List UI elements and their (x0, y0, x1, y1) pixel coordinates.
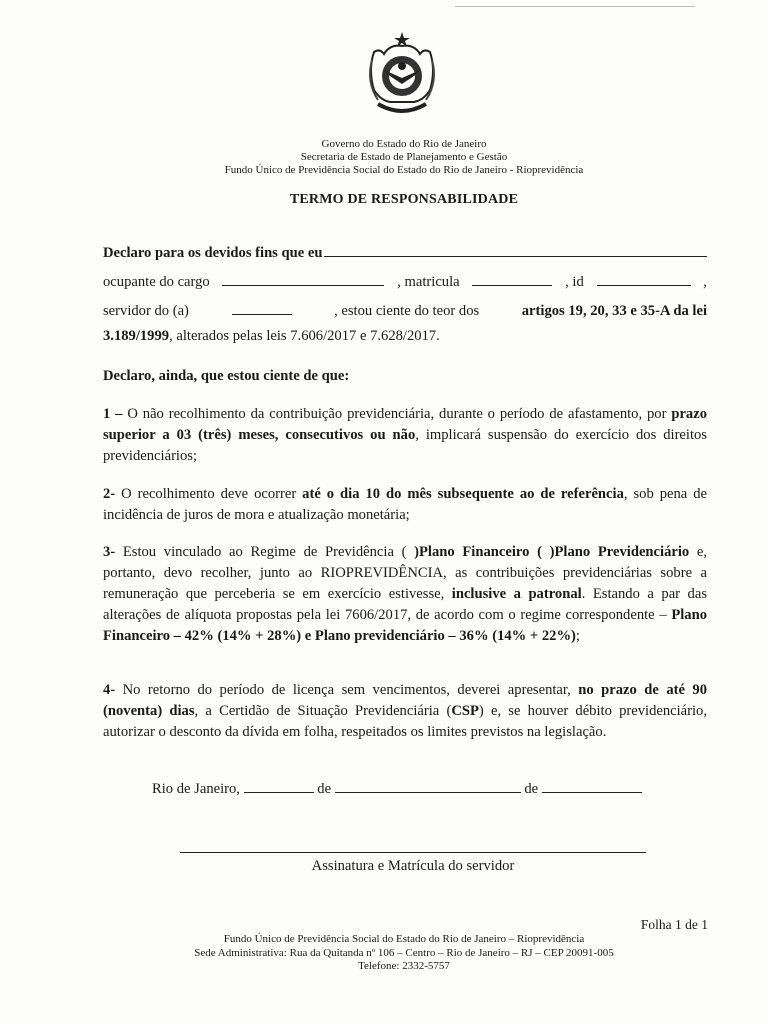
footer-phone: Telefone: 2332-5757 (358, 960, 450, 972)
item-4-text: No retorno do período de licença sem vencimentos, deverei apresentar, (122, 682, 579, 698)
item-2-bold: até o dia 10 do mês subsequente ao de referência (302, 486, 624, 502)
date-line (152, 778, 642, 798)
lei-text: 3.189/1999 (103, 328, 170, 344)
servidor-label: servidor do (a) (103, 303, 189, 319)
id-field-line (597, 271, 691, 286)
day-field-line (244, 778, 314, 793)
document-footer (0, 933, 768, 974)
item-2-text: O recolhimento deve ocorrer (121, 486, 303, 502)
item-1-text-end: , implicará suspensão do exercício dos direitos previdenciários; (103, 427, 707, 464)
item-3-number: 3- (103, 544, 123, 560)
declaration-line-2 (103, 271, 707, 293)
state-coat-of-arms-logo (364, 30, 440, 118)
item-4-deadline: no prazo de até 90 (noventa) dias (103, 682, 707, 719)
date-city: Rio de Janeiro, (152, 781, 240, 797)
matricula-field-line (472, 271, 552, 286)
servidor-field-line (232, 300, 292, 315)
header-secretaria: Secretaria de Estado de Planejamento e Gestão (300, 151, 508, 163)
header-fundo: Fundo Único de Previdência Social do Estado do Rio de Janeiro - Rioprevidência (224, 164, 584, 176)
header-government: Governo do Estado do Rio de Janeiro (321, 138, 487, 150)
year-field-line (542, 778, 642, 793)
document-title: TERMO DE RESPONSABILIDADE (289, 192, 519, 207)
declaration-block (103, 242, 707, 347)
signature-label: Assinatura e Matrícula do servidor (311, 858, 515, 874)
id-comma: , (703, 274, 707, 290)
page-number: Folha 1 de 1 (640, 917, 708, 932)
item-4-text-end: ) e, se houver débito previdenciário, autorizar o desconto da dívida em folha, respeitados os limites previstos na legislação. (103, 703, 708, 740)
cargo-label: ocupante do cargo (103, 274, 210, 290)
top-rule (455, 6, 695, 7)
item-3-text-end: ; (575, 628, 580, 644)
item-1 (103, 404, 707, 467)
declaration-intro: Declaro para os devidos fins que eu (103, 245, 323, 261)
item-2-number: 2- (103, 486, 122, 502)
artigos-text: artigos 19, 20, 33 e 35-A da lei (521, 303, 707, 319)
item-3-text-3: . Estando a par das alterações de alíquota propostas pela lei 7606/2017, de acordo com o regime correspondente – (103, 586, 707, 623)
matricula-label: , matricula (397, 274, 460, 290)
id-label: , id (565, 274, 584, 290)
item-4-csp: CSP (451, 703, 479, 719)
item-2 (103, 484, 707, 526)
item-4-text-2: , a Certidão de Situação Previdenciária ( (194, 703, 452, 719)
item-3-text: Estou vinculado ao Regime de Previdência ( (122, 544, 415, 560)
footer-address: Sede Administrativa: Rua da Quitanda nº 106 – Centro – Rio de Janeiro – RJ – CEP 20091-005 (194, 946, 614, 959)
declaration-line-4 (103, 326, 707, 347)
month-field-line (335, 778, 521, 793)
item-1-text: O não recolhimento da contribuição previdenciária, durante o período de afastamento, por (127, 406, 672, 422)
document-header (0, 138, 768, 177)
item-3-rates: Plano Financeiro – 42% (14% + 28%) e Plano previdenciário – 36% (14% + 22%) (103, 607, 707, 644)
item-2-text-end: , sob pena de incidência de juros de mora e atualização monetária; (103, 486, 707, 523)
item-3-patronal: inclusive a patronal (451, 586, 582, 602)
signature-line (180, 852, 646, 853)
cargo-field-line (222, 271, 384, 286)
item-3-plan-options: )Plano Financeiro ( )Plano Previdenciário (414, 544, 690, 560)
alterados-text: , alterados pelas leis 7.606/2017 e 7.628/2017. (169, 328, 440, 344)
item-3-text-2: e, portanto, devo recolher, junto ao RIOPREVIDÊNCIA, as contribuições previdenciárias sobre a remuneração que perceberia se em exercício estivesse, (103, 544, 708, 602)
item-4 (103, 680, 707, 743)
declaro-ainda: Declaro, ainda, que estou ciente de que: (103, 368, 350, 384)
footer-fundo: Fundo Único de Previdência Social do Estado do Rio de Janeiro – Rioprevidência (223, 933, 585, 945)
ciente-text: , estou ciente do teor dos (334, 303, 480, 319)
item-4-number: 4- (103, 682, 123, 698)
declaration-line-1 (103, 242, 707, 264)
item-1-bold: prazo superior a 03 (três) meses, consecutivos ou não (103, 406, 707, 443)
declaration-line-3 (103, 300, 707, 322)
item-3 (103, 542, 707, 647)
name-field-line (324, 242, 707, 257)
date-de-1: de (317, 781, 332, 797)
date-de-2: de (524, 781, 539, 797)
item-1-number: 1 – (103, 406, 128, 422)
